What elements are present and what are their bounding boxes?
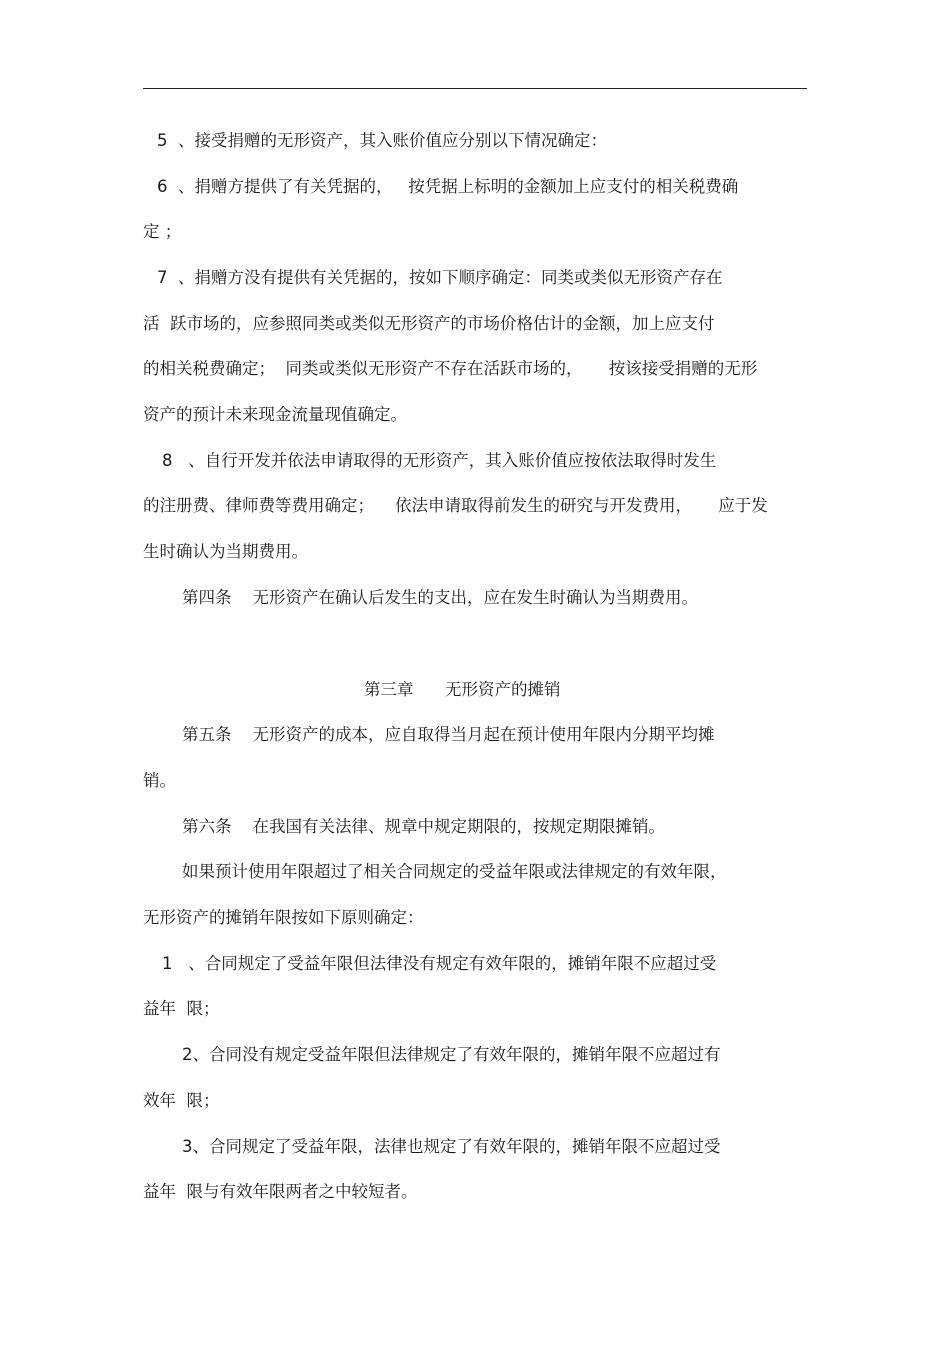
- article-line: 第四条 无形资产在确认后发生的支出，应在发生时确认为当期费用。: [182, 588, 698, 607]
- text-line: 效年 限；: [143, 1091, 220, 1110]
- text-line: 无形资产的摊销年限按如下原则确定：: [143, 908, 424, 927]
- text-line: 8 、自行开发并依法申请取得的无形资产，其入账价值应按依法取得时发生: [162, 451, 717, 470]
- text-line: 2、合同没有规定受益年限但法律规定了有效年限的，摊销年限不应超过有: [182, 1045, 721, 1064]
- text-line: 资产的预计未来现金流量现值确定。: [143, 405, 407, 424]
- text-line: 的相关税费确定； 同类或类似无形资产不存在活跃市场的， 按该接受捐赠的无形: [143, 359, 758, 378]
- text-line: 益年 限与有效年限两者之中较短者。: [143, 1182, 418, 1201]
- text-line: 益年 限；: [143, 999, 220, 1018]
- text-line: 定 ；: [143, 222, 182, 241]
- text-line: 5 、接受捐赠的无形资产，其入账价值应分别以下情况确定：: [157, 131, 607, 150]
- text-line: 如果预计使用年限超过了相关合同规定的受益年限或法律规定的有效年限，: [182, 862, 727, 881]
- article-line: 第六条 在我国有关法律、规章中规定期限的，按规定期限摊销。: [182, 817, 665, 836]
- article-line: 第五条 无形资产的成本，应自取得当月起在预计使用年限内分期平均摊: [182, 725, 715, 744]
- text-line: 7 、捐赠方没有提供有关凭据的，按如下顺序确定：同类或类似无形资产存在: [157, 268, 723, 287]
- header-rule: [143, 88, 807, 89]
- chapter-heading: 第三章 无形资产的摊销: [364, 680, 561, 699]
- text-line: 销。: [143, 771, 176, 790]
- text-line: 3、合同规定了受益年限，法律也规定了有效年限的，摊销年限不应超过受: [182, 1137, 721, 1156]
- text-line: 1 、合同规定了受益年限但法律没有规定有效年限的，摊销年限不应超过受: [162, 954, 717, 973]
- text-line: 生时确认为当期费用。: [143, 542, 308, 561]
- text-line: 6 、捐赠方提供了有关凭据的， 按凭据上标明的金额加上应支付的相关税费确: [157, 177, 739, 196]
- text-line: 的注册费、律师费等费用确定； 依法申请取得前发生的研究与开发费用， 应于发: [143, 496, 768, 515]
- text-line: 活 跃市场的，应参照同类或类似无形资产的市场价格估计的金额，加上应支付: [143, 314, 715, 333]
